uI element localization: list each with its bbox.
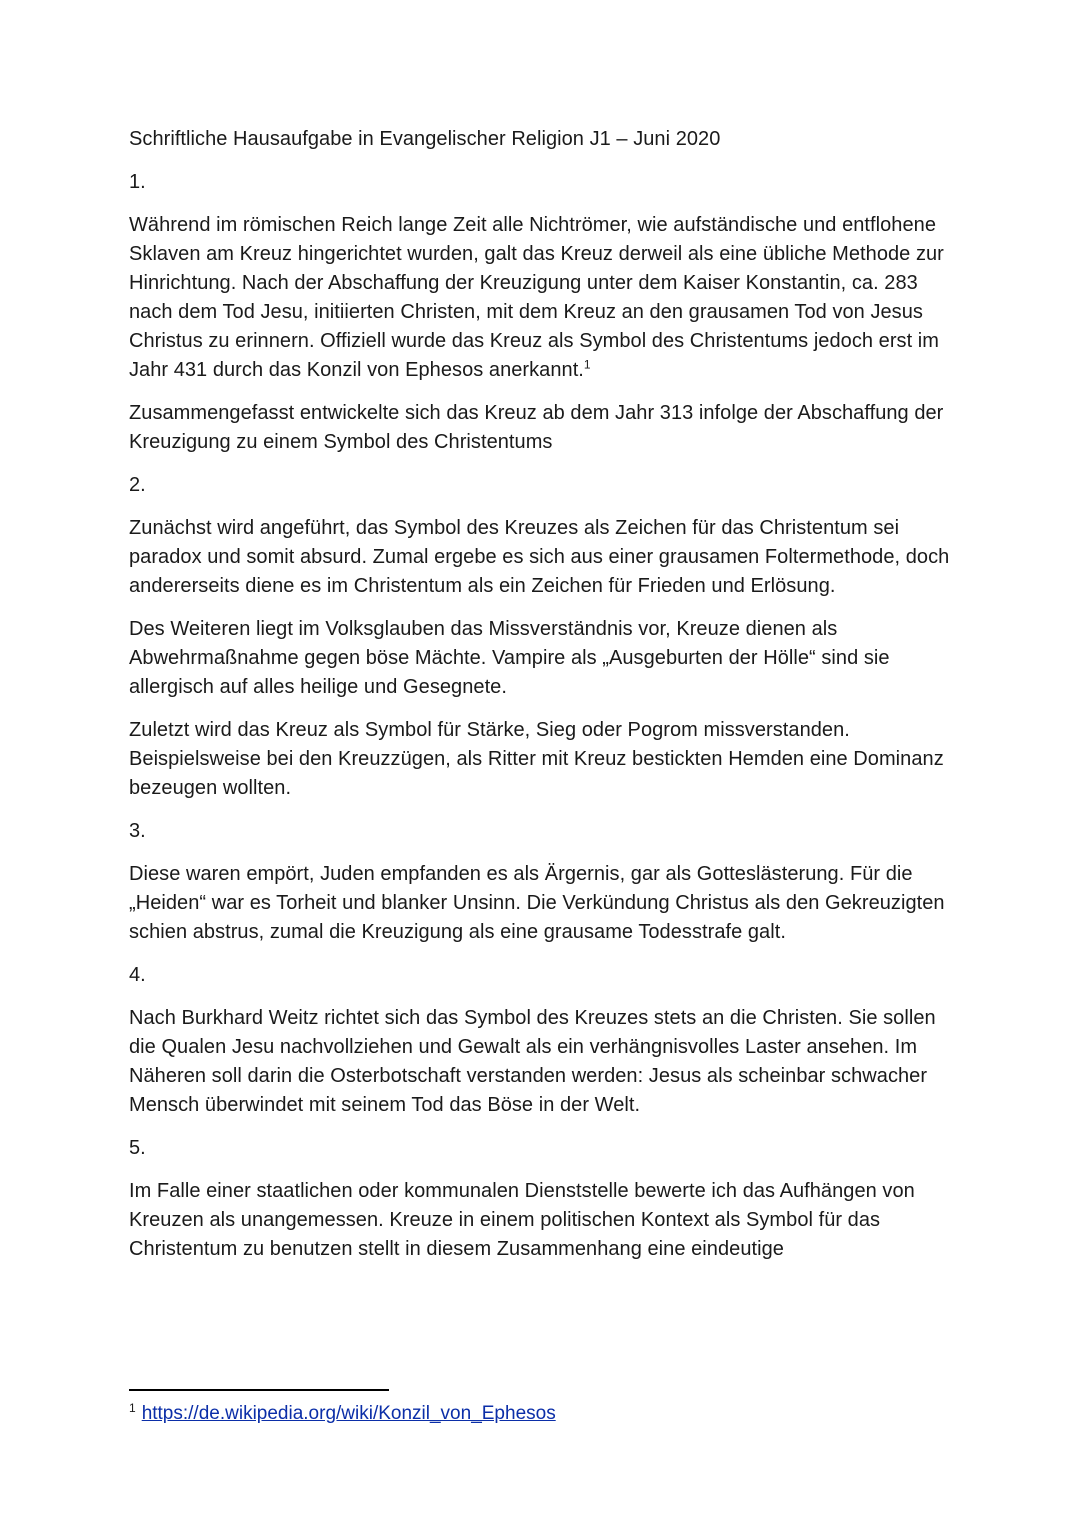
footnote-link[interactable]: https://de.wikipedia.org/wiki/Konzil_von_Ephesos	[141, 1403, 556, 1424]
section-3-paragraph-1: Diese waren empört, Juden empfanden es als Ärgernis, gar als Gotteslästerung. Für die „Heiden“ war es Torheit und blanker Unsinn. Die Verkündung Christus als den Gekreuzigten schien abstrus, zumal die Kreuzigung als eine grausame Todesstrafe galt.	[129, 863, 945, 943]
section-number-5: 5.	[129, 1137, 146, 1159]
section-number-4: 4.	[129, 964, 146, 986]
section-2-paragraph-2: Des Weiteren liegt im Volksglauben das Missverständnis vor, Kreuze dienen als Abwehrmaßnahme gegen böse Mächte. Vampire als „Ausgeburten der Hölle“ sind sie allergisch auf alles heilige und Gesegnete.	[129, 618, 890, 698]
footnote-divider	[129, 1389, 389, 1391]
section-1-paragraph-2: Zusammengefasst entwickelte sich das Kreuz ab dem Jahr 313 infolge der Abschaffung der Kreuzigung zu einem Symbol des Christentums	[129, 402, 944, 453]
document-title: Schriftliche Hausaufgabe in Evangelischer Religion J1 – Juni 2020	[129, 128, 721, 150]
section-number-1: 1.	[129, 171, 146, 193]
section-4-paragraph-1: Nach Burkhard Weitz richtet sich das Symbol des Kreuzes stets an die Christen. Sie sollen die Qualen Jesu nachvollziehen und Gewalt als ein verhängnisvolles Laster ansehen. Im Näheren soll darin die Osterbotschaft verstanden werden: Jesus als scheinbar schwacher Mensch überwindet mit seinem Tod das Böse in der Welt.	[129, 1007, 936, 1116]
document-body	[129, 125, 959, 1278]
section-1-paragraph-1	[129, 211, 959, 385]
section-2-paragraph-3: Zuletzt wird das Kreuz als Symbol für Stärke, Sieg oder Pogrom missverstanden. Beispielsweise bei den Kreuzzügen, als Ritter mit Kreuz bestickten Hemden eine Dominanz bezeugen wollten.	[129, 719, 944, 799]
footnote-mark: 1	[129, 1400, 136, 1415]
footnote	[129, 1402, 556, 1426]
section-2-paragraph-1: Zunächst wird angeführt, das Symbol des Kreuzes als Zeichen für das Christentum sei paradox und somit absurd. Zumal ergebe es sich aus einer grausamen Foltermethode, doch andererseits diene es im Christentum als ein Zeichen für Frieden und Erlösung.	[129, 517, 950, 597]
section-number-3: 3.	[129, 820, 146, 842]
footnote-reference[interactable]: 1	[583, 357, 591, 372]
section-1-paragraph-1-text: Während im römischen Reich lange Zeit alle Nichtrömer, wie aufständische und entflohene Sklaven am Kreuz hingerichtet wurden, galt das Kreuz derweil als eine übliche Methode zur Hinrichtung. Nach der Abschaffung der Kreuzigung unter dem Kaiser Konstantin, ca. 283 nach dem Tod Jesu, initiierten Christen, mit dem Kreuz an den grausamen Tod von Jesus Christus zu erinnern. Offiziell wurde das Kreuz als Symbol des Christentums jedoch erst im Jahr 431 durch das Konzil von Ephesos anerkannt.	[129, 214, 944, 381]
section-number-2: 2.	[129, 474, 146, 496]
section-5-paragraph-1: Im Falle einer staatlichen oder kommunalen Dienststelle bewerte ich das Aufhängen von Kreuzen als unangemessen. Kreuze in einem politischen Kontext als Symbol für das Christentum zu benutzen stellt in diesem Zusammenhang eine eindeutige	[129, 1180, 915, 1260]
